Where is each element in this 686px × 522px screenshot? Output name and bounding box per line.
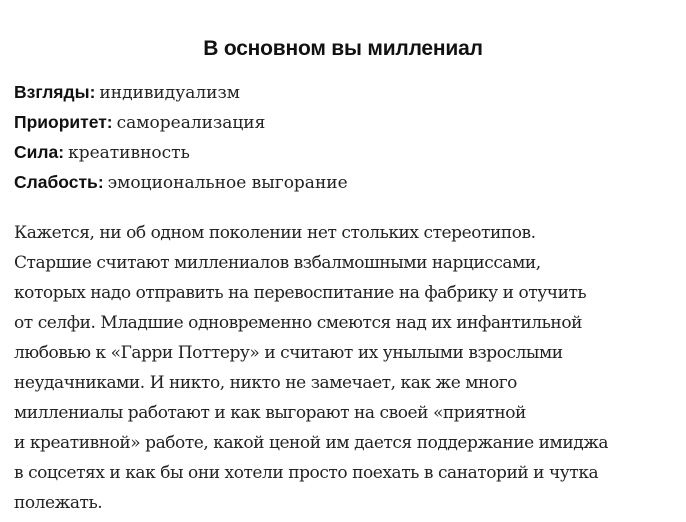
trait-label: Взгляды:: [14, 82, 96, 102]
description-line: и креативной» работе, какой ценой им дается поддержание имиджа: [14, 433, 609, 453]
trait-priority: [14, 110, 672, 140]
trait-value: креативность: [68, 143, 190, 163]
description-line: от селфи. Младшие одновременно смеются над их инфантильной: [14, 313, 582, 333]
description-paragraph: [14, 218, 676, 518]
description-line: полежать.: [14, 493, 103, 513]
result-title: В основном вы миллениал: [203, 37, 483, 60]
description-line: любовью к «Гарри Поттеру» и считают их унылыми взрослыми: [14, 343, 563, 363]
description-line: в соцсетях и как бы они хотели просто поехать в санаторий и чутка: [14, 463, 599, 483]
traits-list: [14, 80, 672, 200]
description-line: которых надо отправить на перевоспитание на фабрику и отучить: [14, 283, 587, 303]
trait-label: Сила:: [14, 142, 65, 162]
description-line: Старшие считают миллениалов взбалмошными нарциссами,: [14, 253, 541, 273]
trait-label: Приоритет:: [14, 112, 113, 132]
trait-weakness: [14, 170, 672, 200]
description-line: неудачниками. И никто, никто не замечает, как же много: [14, 373, 517, 393]
description-line: миллениалы работают и как выгорают на своей «приятной: [14, 403, 526, 423]
trait-strength: [14, 140, 672, 170]
trait-views: [14, 80, 672, 110]
trait-value: эмоциональное выгорание: [107, 173, 348, 193]
description-line: Кажется, ни об одном поколении нет стольких стереотипов.: [14, 223, 536, 243]
trait-label: Слабость:: [14, 172, 104, 192]
trait-value: индивидуализм: [99, 83, 240, 103]
trait-value: самореализация: [116, 113, 266, 133]
